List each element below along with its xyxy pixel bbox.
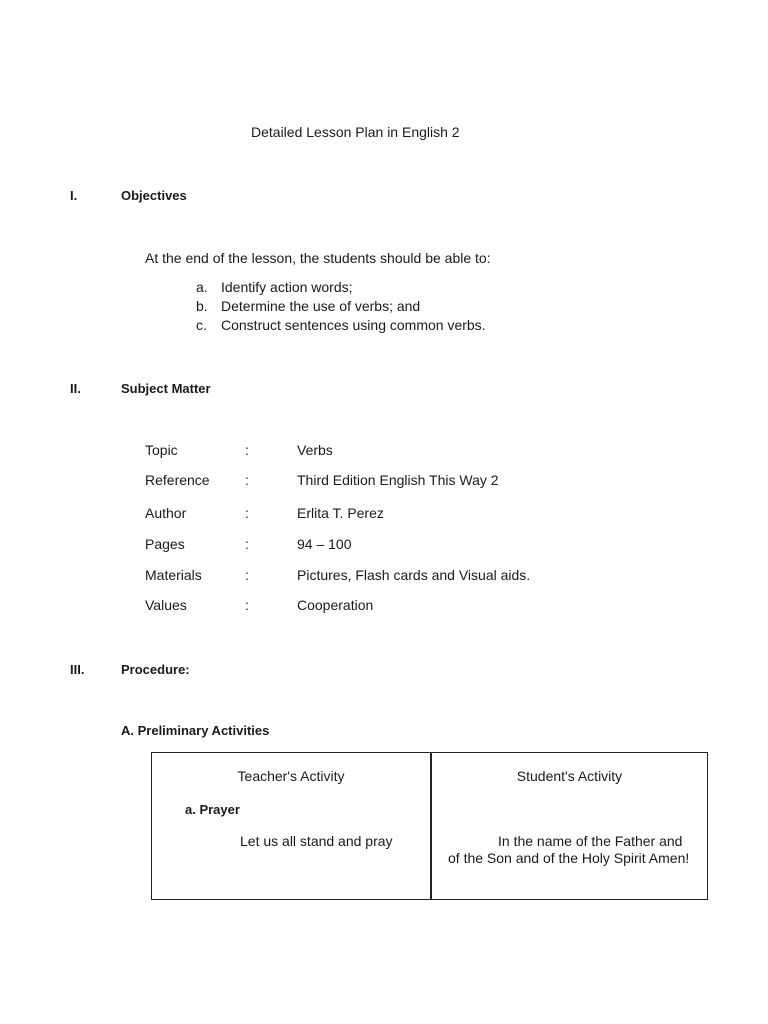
subject-row-colon: : — [245, 505, 249, 521]
section-numeral-procedure: III. — [70, 662, 85, 677]
subject-row-colon: : — [245, 536, 249, 552]
teacher-activity-text: Let us all stand and pray — [240, 833, 393, 849]
section-heading-objectives: Objectives — [121, 188, 187, 203]
activity-table — [151, 752, 708, 900]
objective-text: Construct sentences using common verbs. — [221, 317, 486, 333]
section-numeral-subject-matter: II. — [70, 381, 81, 396]
subject-row-label: Topic — [145, 442, 178, 458]
objective-letter: a. — [196, 279, 208, 295]
objective-letter: b. — [196, 298, 208, 314]
subject-row-label: Materials — [145, 567, 202, 583]
section-heading-procedure: Procedure: — [121, 662, 190, 677]
procedure-subheading: A. Preliminary Activities — [121, 723, 270, 738]
subject-row-label: Pages — [145, 536, 185, 552]
subject-row-colon: : — [245, 567, 249, 583]
section-heading-subject-matter: Subject Matter — [121, 381, 211, 396]
subject-row-colon: : — [245, 442, 249, 458]
prayer-step-label: a. Prayer — [185, 802, 240, 817]
objectives-intro: At the end of the lesson, the students should be able to: — [145, 250, 491, 266]
section-numeral-objectives: I. — [70, 188, 78, 203]
objective-text: Identify action words; — [221, 279, 353, 295]
subject-row-label: Author — [145, 505, 187, 521]
subject-row-value: Erlita T. Perez — [297, 505, 384, 521]
subject-row-value: Pictures, Flash cards and Visual aids. — [297, 567, 531, 583]
subject-row-value: Third Edition English This Way 2 — [297, 472, 499, 488]
subject-row-colon: : — [245, 597, 249, 613]
subject-row-value: Verbs — [297, 442, 333, 458]
objective-text: Determine the use of verbs; and — [221, 298, 421, 314]
subject-row-label: Reference — [145, 472, 210, 488]
student-activity-text: In the name of the Father and of the Son and of the Holy Spirit Amen! — [448, 833, 690, 866]
subject-row-colon: : — [245, 472, 249, 488]
subject-row-label: Values — [145, 597, 187, 613]
objective-letter: c. — [196, 317, 207, 333]
subject-row-value: 94 – 100 — [297, 536, 352, 552]
document-title: Detailed Lesson Plan in English 2 — [251, 124, 460, 140]
teacher-activity-header: Teacher's Activity — [237, 768, 345, 784]
subject-row-value: Cooperation — [297, 597, 374, 613]
student-activity-header: Student's Activity — [516, 768, 623, 784]
